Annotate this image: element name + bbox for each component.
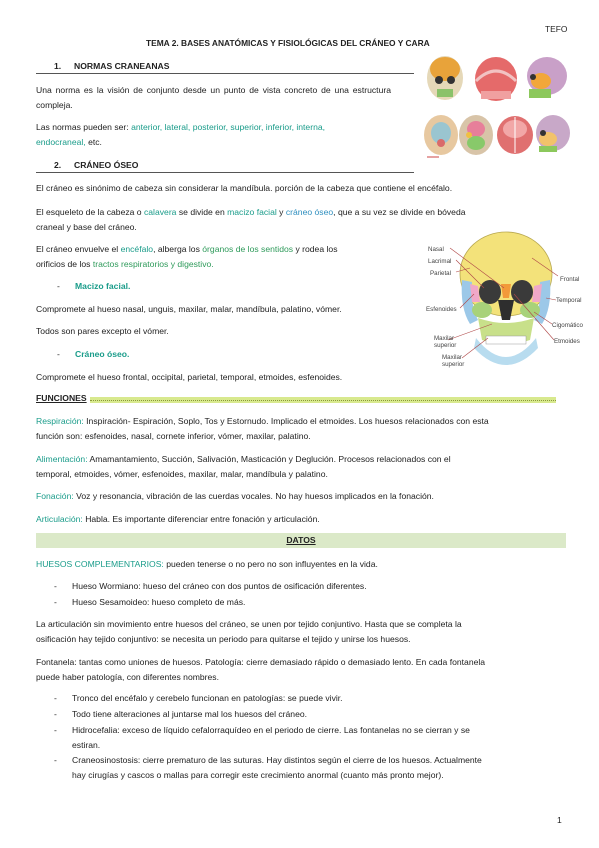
articulacion-label: Articulación: — [36, 514, 83, 524]
huesos-complementarios-text: pueden tenerse o no pero no son influyentes en la vida. — [163, 559, 378, 569]
fonacion-label: Fonación: — [36, 491, 74, 501]
s2-p2-a: El esqueleto de la cabeza o — [36, 207, 144, 217]
label-esfenoides: Esfenoides — [426, 306, 457, 313]
s2-paragraph-1: El cráneo es sinónimo de cabeza sin considerar la mandíbula. porción de la cabeza que contiene el encéfalo. — [36, 183, 453, 193]
term-craneo-oseo: cráneo óseo — [285, 207, 334, 217]
fontanela-p-line1: Fontanela: tantas como uniones de huesos. Patología: cierre demasiado rápido o demasiado lento. En cada fontanela — [36, 657, 486, 667]
section-1-number: 1. — [54, 61, 62, 71]
header-right-code: TEFO — [545, 24, 568, 34]
funcion-articulacion — [36, 512, 566, 527]
skull-anterior-view — [427, 56, 463, 100]
label-nasal: Nasal — [428, 246, 444, 253]
datos-item-4-line1: Craneosinostosis: cierre prematuro de las suturas. Hay distintos según el cierre de los huesos. Actualmente — [72, 755, 482, 765]
skull-posterior-view — [475, 57, 517, 101]
datos-item-1-text: Tronco del encéfalo y cerebelo funcionan en patologías: se puede vivir. — [72, 693, 343, 703]
term-macizo-facial: macizo facial — [227, 207, 277, 217]
term-encefalo: encéfalo — [120, 244, 154, 254]
fontanela-p-line2: puede haber patología, con diferentes nombres. — [36, 672, 219, 682]
s2-p2-c: y — [276, 207, 286, 217]
sub2-label: Cráneo óseo. — [75, 349, 130, 359]
s2-p3-b: , alberga los — [153, 244, 203, 254]
respiracion-label: Respiración: — [36, 416, 84, 426]
alimentacion-line2: temporal, etmoides, vómer, esfenoides, maxilar, malar, mandíbula y palatino. — [36, 469, 328, 479]
datos-heading: DATOS — [286, 535, 316, 545]
articulacion-paragraph — [36, 617, 566, 647]
label-frontal: Frontal — [560, 276, 580, 283]
datos-item-4-line2: hay cirugías y cascos o mallas para corregir este crecimiento anormal (cuanto más pronto mejor). — [72, 770, 444, 780]
s1-p2-prefix: Las normas pueden ser: — [36, 122, 132, 132]
funcion-respiracion — [36, 414, 566, 444]
page-number: 1 — [557, 815, 562, 825]
s2-p3-c: y rodea los — [293, 244, 338, 254]
funcion-alimentacion — [36, 452, 566, 482]
label-temporal: Temporal — [556, 297, 582, 304]
label-lacrimal: Lacrimal — [428, 258, 452, 265]
term-calavera: calavera — [143, 207, 177, 217]
skull-norms-image-grid — [421, 51, 571, 161]
sub-heading-craneo-oseo: - Cráneo óseo. — [57, 349, 130, 359]
sub-heading-macizo-facial: - Macizo facial. — [57, 281, 131, 291]
articulacion-text: Habla. Es importante diferenciar entre fonación y articulación. — [82, 514, 320, 524]
label-cigomatico: Cigomático — [552, 322, 583, 329]
funciones-dotted-rule — [90, 400, 556, 401]
huesos-complementarios-label: HUESOS COMPLEMENTARIOS: — [36, 559, 164, 569]
s2-paragraph-3 — [36, 242, 416, 272]
s2-p2-d: , que a su vez se divide en bóveda — [333, 207, 466, 217]
term-tractos: tractos respiratorios y digestivo. — [92, 259, 214, 269]
fonacion-text: Voz y resonancia, vibración de las cuerdas vocales. No hay huesos implicados en la fonación. — [73, 491, 434, 501]
funciones-heading: FUNCIONES — [36, 393, 87, 403]
articulacion-p-line1: La articulación sin movimiento entre huesos del cráneo, se unen por tejido conjuntivo. Hasta que se completa la — [36, 619, 462, 629]
term-organos-sentidos: órganos de los sentidos — [202, 244, 294, 254]
s1-p2-suffix: etc. — [85, 137, 102, 147]
sub1-note: Todos son pares excepto el vómer. — [36, 326, 169, 336]
section-2-heading: CRÁNEO ÓSEO — [74, 160, 139, 170]
skull-endocranial-view — [459, 115, 493, 155]
label-maxilar-superior-1: Maxilar superior — [434, 335, 457, 349]
hc-item-1: - Hueso Wormiano: hueso del cráneo con dos puntos de osificación diferentes. — [54, 581, 367, 591]
s2-p3-a: El cráneo envuelve el — [36, 244, 121, 254]
alimentacion-label: Alimentación: — [36, 454, 88, 464]
hc-item-2: - Hueso Sesamoideo: hueso completo de más. — [54, 597, 246, 607]
s1-norm-types: anterior, lateral, posterior, superior, inferior, interna, — [131, 122, 326, 132]
respiracion-text: Inspiración- Espiración, Soplo, Tos y Estornudo. Implicado el etmoides. Los huesos relacionados con esta — [83, 416, 489, 426]
s2-p3-line2: orificios de los — [36, 259, 93, 269]
s1-norm-types-2: endocraneal, — [36, 137, 86, 147]
datos-item-4: - Craneosinostosis: cierre prematuro de las suturas. Hay distintos según el cierre de los huesos. Actualmente hay cirugías y cascos o mallas para corregir este crecimiento anormal (cuanto más pronto mejor). — [54, 755, 482, 780]
section-1-rule — [36, 73, 414, 74]
datos-item-3-line1: Hidrocefalia: exceso de líquido cefalorraquídeo en el periodo de cierre. Las fontanelas no se cierran y se — [72, 725, 470, 735]
section-2-rule — [36, 172, 414, 173]
section-2-number: 2. — [54, 160, 62, 170]
s1-paragraph-1: Una norma es la visión de conjunto desde un punto de vista concreto de una estructura compleja. — [36, 85, 391, 110]
articulacion-p-line2: osificación hay tejido conjuntivo: se necesita un periodo para quitarse el tejido y unirse los huesos. — [36, 634, 411, 644]
datos-item-2: - Todo tiene alteraciones al juntarse mal los huesos del cráneo. — [54, 709, 308, 719]
label-parietal: Parietal — [430, 270, 451, 277]
alimentacion-text: Amamantamiento, Succión, Salivación, Masticación y Deglución. Procesos relacionados con el — [87, 454, 451, 464]
huesos-complementarios — [36, 557, 566, 572]
skull-superior-view — [497, 116, 533, 154]
s2-p2-line2: craneal y base del cráneo. — [36, 222, 137, 232]
s2-p2-b: se divide en — [176, 207, 228, 217]
page-title: TEMA 2. BASES ANATÓMICAS Y FISIOLÓGICAS DEL CRÁNEO Y CARA — [146, 38, 430, 48]
fontanela-paragraph — [36, 655, 566, 685]
funcion-fonacion — [36, 489, 566, 504]
hc-item-1-text: Hueso Wormiano: hueso del cráneo con dos puntos de osificación diferentes. — [72, 581, 367, 591]
sub2-text: Compromete el hueso frontal, occipital, parietal, temporal, etmoides, esfenoides. — [36, 372, 343, 382]
datos-item-3: - Hidrocefalia: exceso de líquido cefalorraquídeo en el periodo de cierre. Las fontanelas no se cierran y se estiran. — [54, 725, 470, 750]
sub1-text: Compromete al hueso nasal, unguis, maxilar, malar, mandíbula, palatino, vómer. — [36, 304, 342, 314]
labeled-skull-diagram — [426, 228, 586, 374]
sub1-label: Macizo facial. — [75, 281, 131, 291]
respiracion-line2: función son: esfenoides, nasal, cornete inferior, vómer, maxilar, palatino. — [36, 431, 311, 441]
datos-item-3-line2: estiran. — [72, 740, 101, 750]
datos-item-1: - Tronco del encéfalo y cerebelo funcionan en patologías: se puede vivir. — [54, 693, 343, 703]
section-1-heading: NORMAS CRANEANAS — [74, 61, 170, 71]
label-maxilar-superior-2: Maxilar superior — [442, 354, 465, 368]
datos-item-2-text: Todo tiene alteraciones al juntarse mal los huesos del cráneo. — [72, 709, 308, 719]
s1-paragraph-2 — [36, 120, 396, 150]
label-etmoides: Etmoides — [554, 338, 580, 345]
hc-item-2-text: Hueso Sesamoideo: hueso completo de más. — [72, 597, 246, 607]
